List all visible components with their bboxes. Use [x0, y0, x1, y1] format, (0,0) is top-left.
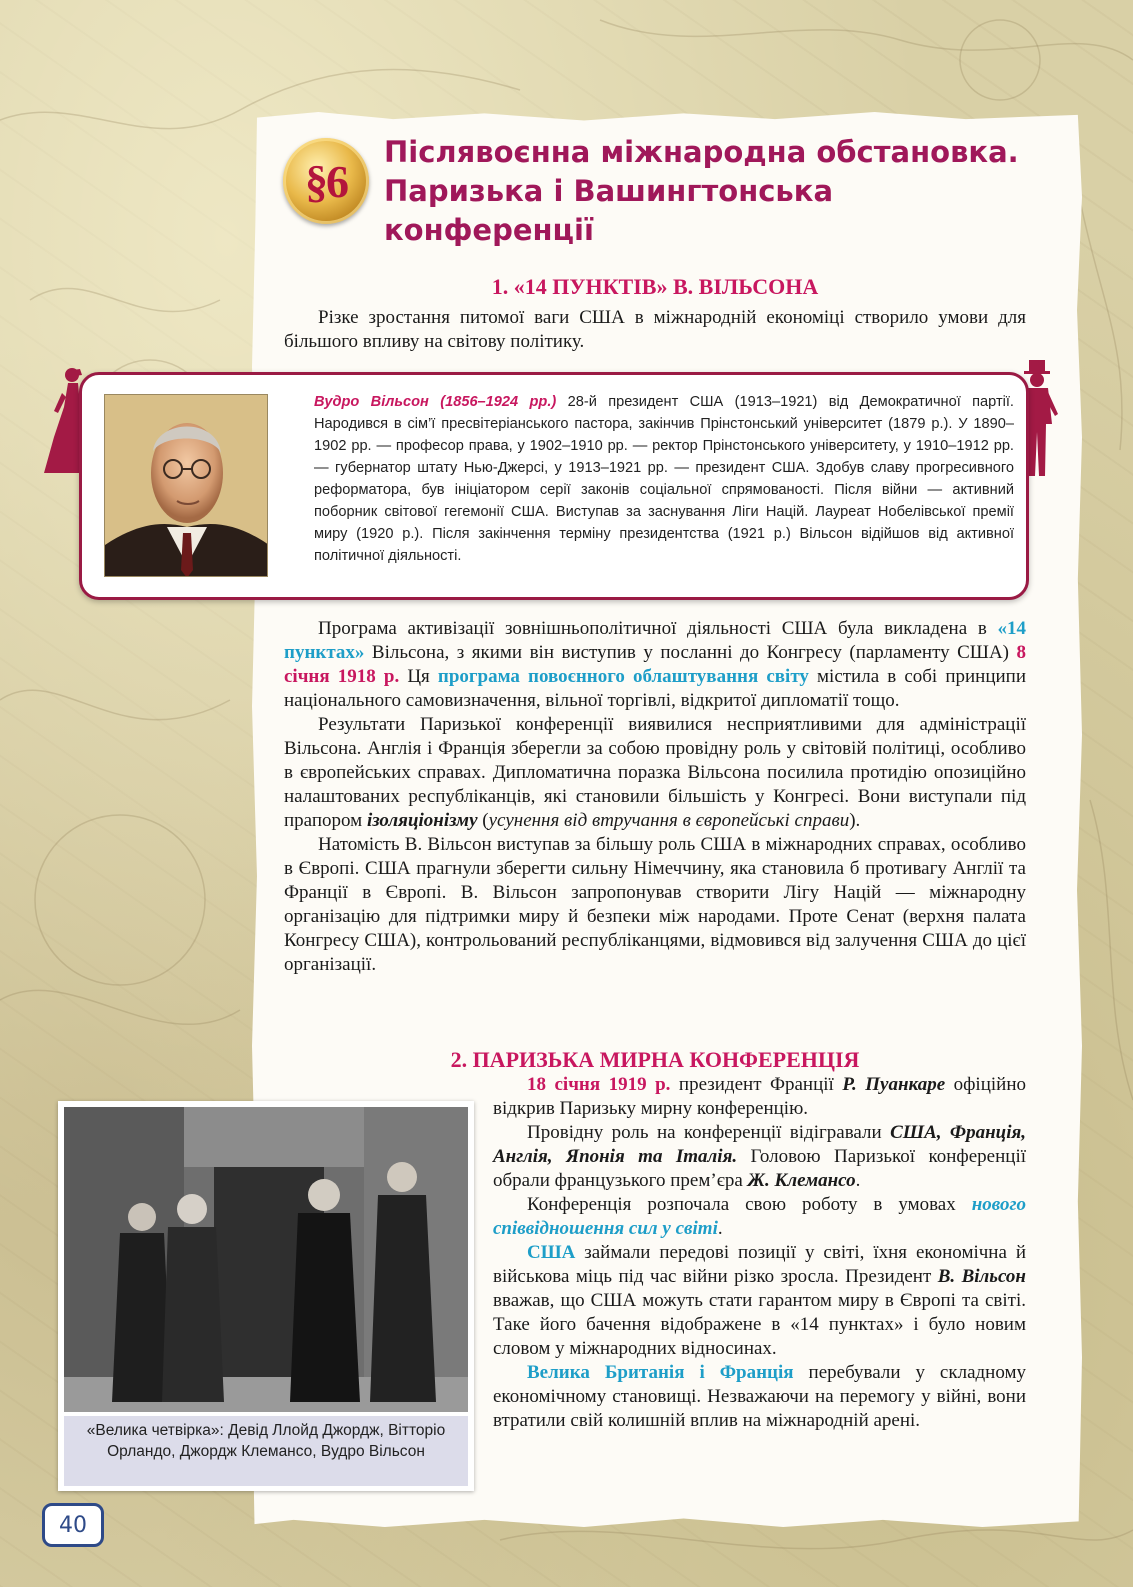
section-2-text: [493, 1073, 1026, 1433]
paragraph-program: Програма активізації зовнішньополітичної діяльності США була викладена в «14 пунктах» Вільсона, з якими він виступив у посланні до Конгресу (парламенту США) 8 січня 1918 р. Ця програма повоєнного облаштування світу містила в собі принципи національного самовизначення, вільної торгівлі, відкритої дипломатії тощо.: [284, 618, 1026, 711]
paragraph-britain-france: Велика Британія і Франція перебували у складному економічному становищі. Незважаючи на перемогу у війні, вони втратили свій колишній вплив на міжнародній арені.: [493, 1362, 1026, 1431]
page-number: 40: [42, 1503, 104, 1547]
paragraph-new-balance: Конференція розпочала свою роботу в умовах нового співвідношення сил у світі.: [493, 1194, 1026, 1239]
biography-name: Вудро Вільсон (1856–1924 рр.): [314, 394, 557, 410]
program-paragraphs: [284, 617, 1026, 977]
section-badge: §6: [283, 138, 369, 224]
wilson-portrait: [104, 394, 268, 577]
photo-image: [64, 1107, 468, 1412]
paragraph-usa: США займали передові позиції у світі, їхня економічна й військова міць під час війни різко зросла. Президент В. Вільсон вважав, що США можуть стати гарантом миру в Європі та світі. Таке його бачення відображене в «14 пунктах» і було новим словом у міжнародних відносинах.: [493, 1242, 1026, 1359]
paragraph-results: Результати Паризької конференції виявилися несприятливими для адміністрації Вільсона. Англія і Франція зберегли за собою провідну роль у світовій політиці, особливо в європейських справах. Дипломатична поразка Вільсона посилила протидію опозиційно налаштованих республіканців, які становили більшість у Конгресі. Вони виступали під прапором ізоляціонізму (усунення від втручання в європейські справи).: [284, 714, 1026, 831]
paragraph-league: Натомість В. Вільсон виступав за більшу роль США в міжнародних справах, особливо в Європі. США прагнули зберегти сильну Німеччину, яка становила б противагу Англії та Франції в Європі. В. Вільсон запропонував створити Лігу Націй — міжнародну організацію для підтримки миру й безпеки між народами. Проте Сенат (верхня палата Конгресу США), контрольований республіканцями, відмовився від залучення США до цієї організації.: [284, 834, 1026, 975]
photo-caption: «Велика четвірка»: Девід Ллойд Джордж, Вітторіо Орландо, Джордж Клемансо, Вудро Вільсон: [64, 1416, 468, 1486]
portrait-image: [105, 395, 268, 577]
section-2-heading: 2. ПАРИЗЬКА МИРНА КОНФЕРЕНЦІЯ: [450, 1047, 860, 1072]
paragraph-leading-role: Провідну роль на конференції відігравали США, Франція, Англія, Японія та Італія. Головою Паризької конференції обрали французького прем’єра Ж. Клемансо.: [493, 1122, 1027, 1191]
page-title: Післявоєнна міжнародна обстановка. Паризька і Вашингтонська конференції: [384, 135, 1019, 247]
big-four-image: [64, 1107, 468, 1412]
paragraph-opening: 18 січня 1919 р. президент Франції Р. Пуанкаре офіційно відкрив Паризьку мирну конференцію.: [493, 1074, 1026, 1119]
section-1-heading: 1. «14 ПУНКТІВ» В. ВІЛЬСОНА: [491, 274, 819, 299]
section-1-intro: Різке зростання питомої ваги США в міжнародній економіці створило умови для більшого впливу на світову політику.: [284, 307, 1026, 352]
biography-text: Вудро Вільсон (1856–1924 рр.) 28-й президент США (1913–1921) від Демократичної партії. Народився в сім’ї пресвітеріанського пастора, закінчив Прінстонський університет (1879 р.). У 1890–1902 рр. — професор права, у 1902–1910 рр. — ректор Прінстонського університету, у 1910–1912 рр. — губернатор штату Нью-Джерсі, у 1913–1921 рр. — президент США. Здобув славу прогресивного реформатора, був ініціатором серії законів соціальної спрямованості. Після війни — активний поборник світової гегемонії США. Виступав за заснування Ліги Націй. Лауреат Нобелівської премії миру (1920 р.). Після закінчення терміну президентства (1921 р.) Вільсон відійшов від активної політичної діяльності.: [314, 394, 1014, 564]
big-four-photo: [58, 1101, 474, 1491]
